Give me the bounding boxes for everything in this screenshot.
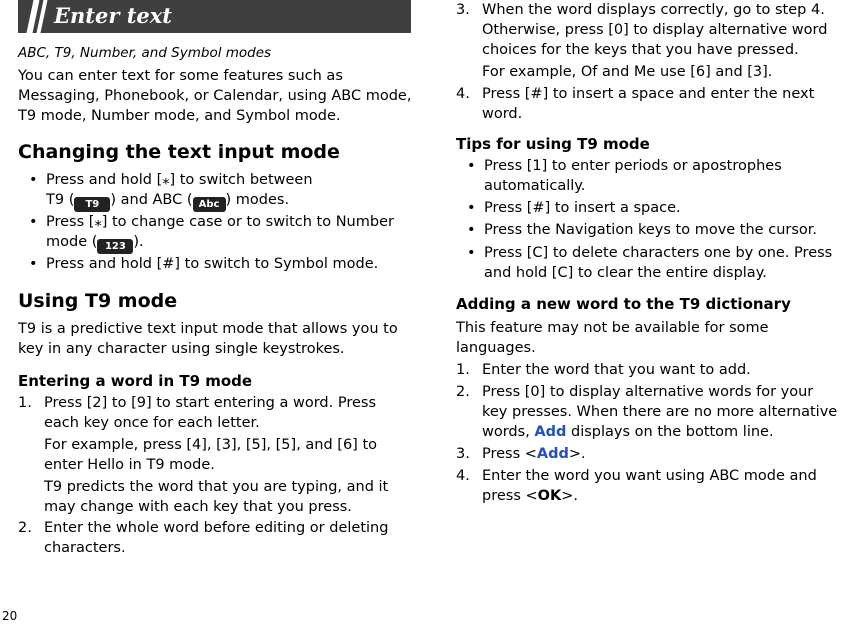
ok-softkey-label: OK <box>537 488 562 504</box>
t9-mode-icon: T9 <box>74 197 110 212</box>
add-softkey-label: Add <box>536 446 569 462</box>
intro-paragraph: You can enter text for some features such as Messaging, Phonebook, or Calendar, using ABC mode, T9 mode, Number mode, and Symbol mode. <box>18 68 412 124</box>
star-key-icon: ⁎ <box>162 172 170 188</box>
dict-intro-line: This feature may not be available for some <box>456 320 769 336</box>
abc-mode-icon: Abc <box>193 197 226 212</box>
hash-key-icon: # <box>162 256 175 272</box>
section-banner <box>18 0 411 33</box>
heading-add-word: Adding a new word to the T9 dictionary <box>456 295 791 313</box>
star-key-icon: ⁎ <box>94 214 102 230</box>
t9-intro-line: key in any character using single keystrokes. <box>18 341 345 357</box>
heading-tips: Tips for using T9 mode <box>456 135 650 153</box>
dict-intro-line: languages. <box>456 340 536 356</box>
page-title: Enter text <box>54 3 172 28</box>
add-softkey-label: Add <box>534 424 567 440</box>
number-mode-icon: 123 <box>97 239 133 254</box>
t9-intro-line: T9 is a predictive text input mode that allows you to <box>18 321 398 337</box>
page-number: 20 <box>2 609 18 623</box>
heading-using-t9: Using T9 mode <box>18 290 178 312</box>
subtitle: ABC, T9, Number, and Symbol modes <box>18 45 272 61</box>
heading-changing-mode: Changing the text input mode <box>18 141 340 163</box>
heading-entering-word: Entering a word in T9 mode <box>18 372 253 390</box>
